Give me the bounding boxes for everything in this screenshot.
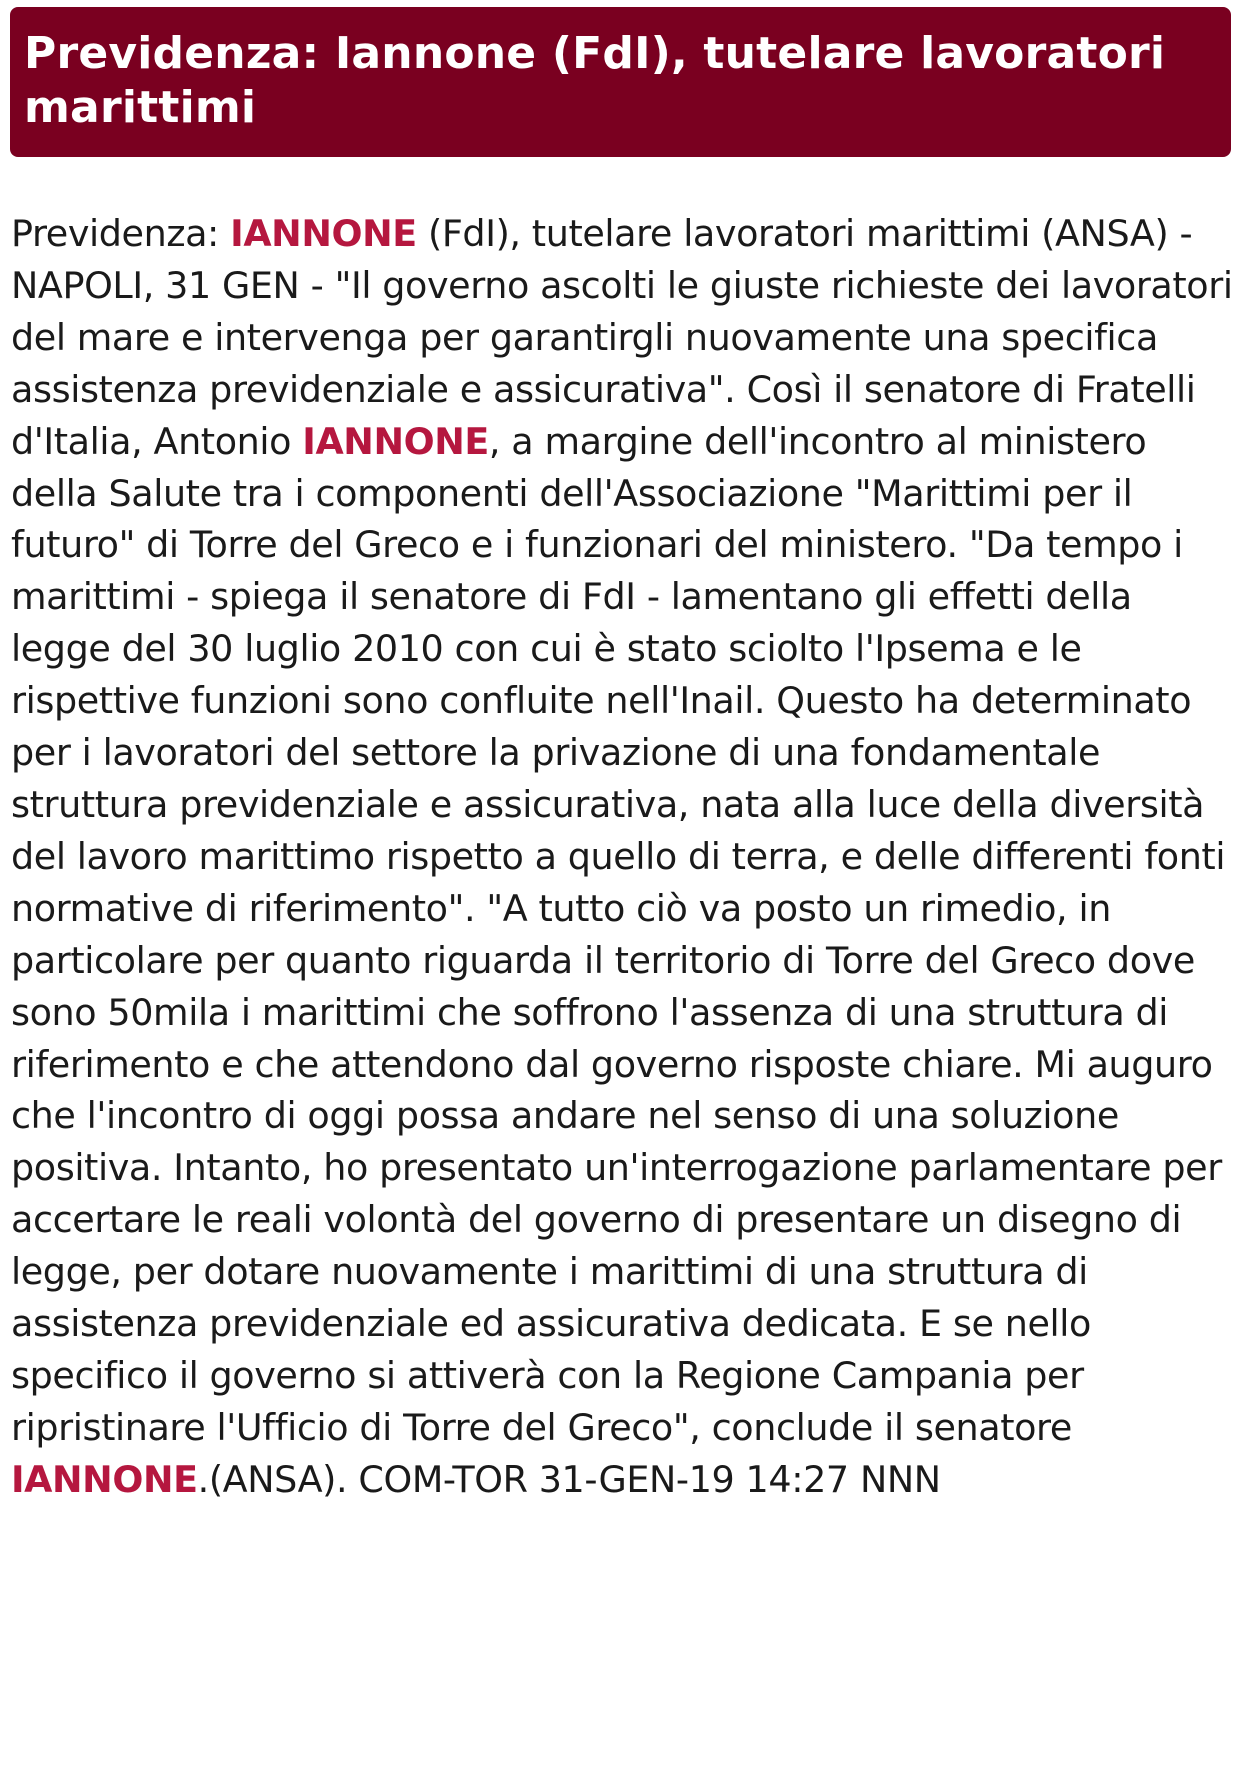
highlighted-name: IANNONE xyxy=(302,419,489,463)
article-text-segment: .(ANSA). COM-TOR 31-GEN-19 14:27 NNN xyxy=(197,1457,941,1501)
article-header-bar xyxy=(10,7,1231,157)
article-headline: Previdenza: Iannone (FdI), tutelare lavoratori marittimi xyxy=(24,28,1166,133)
highlighted-name: IANNONE xyxy=(230,212,417,255)
article-text-segment: , a margine dell'incontro al ministero della Salute tra i componenti dell'Associazione "Marittimi per il futuro" di Torre del Greco e i funzionari del ministero. "Da tempo i marittimi - spiega il senatore di FdI - lamentano gli effetti della legge del 30 luglio 2010 con cui è stato sciolto l'Ipsema e le rispettive funzioni sono confluite nell'Inail. Questo ha determinato per i lavoratori del settore la privazione di una fondamentale struttura previdenziale e assicurativa, nata alla luce della diversità del lavoro marittimo rispetto a quello di terra, e delle differenti fonti normative di riferimento". "A tutto ciò va posto un rimedio, in particolare per quanto riguarda il territorio di Torre del Greco dove sono 50mila i marittimi che soffrono l'assenza di una struttura di riferimento e che attendono dal governo risposte chiare. Mi auguro che l'incontro di oggi possa andare nel senso di una soluzione positiva. Intanto, ho presentato un'interrogazione parlamentare per accertare le reali volontà del governo di presentare un disegno di legge, per dotare nuovamente i marittimi di una struttura di assistenza previdenziale ed assicurativa dedicata. E se nello specifico il governo si attiverà con la Regione Campania per ripristinare l'Ufficio di Torre del Greco", conclude il senatore xyxy=(11,419,1226,1449)
highlighted-name: IANNONE xyxy=(11,1457,198,1501)
article-text-segment: (FdI), tutelare lavoratori marittimi (ANSA) - NAPOLI, 31 GEN - "Il governo ascolti le giuste richieste dei lavoratori del mare e intervenga per garantirgli nuovamente una specifica assistenza previdenziale e assicurativa". Così il senatore di Fratelli d'Italia, Antonio xyxy=(11,212,1233,463)
article-body xyxy=(11,208,1233,1506)
article-text-segment: Previdenza: xyxy=(11,212,231,255)
